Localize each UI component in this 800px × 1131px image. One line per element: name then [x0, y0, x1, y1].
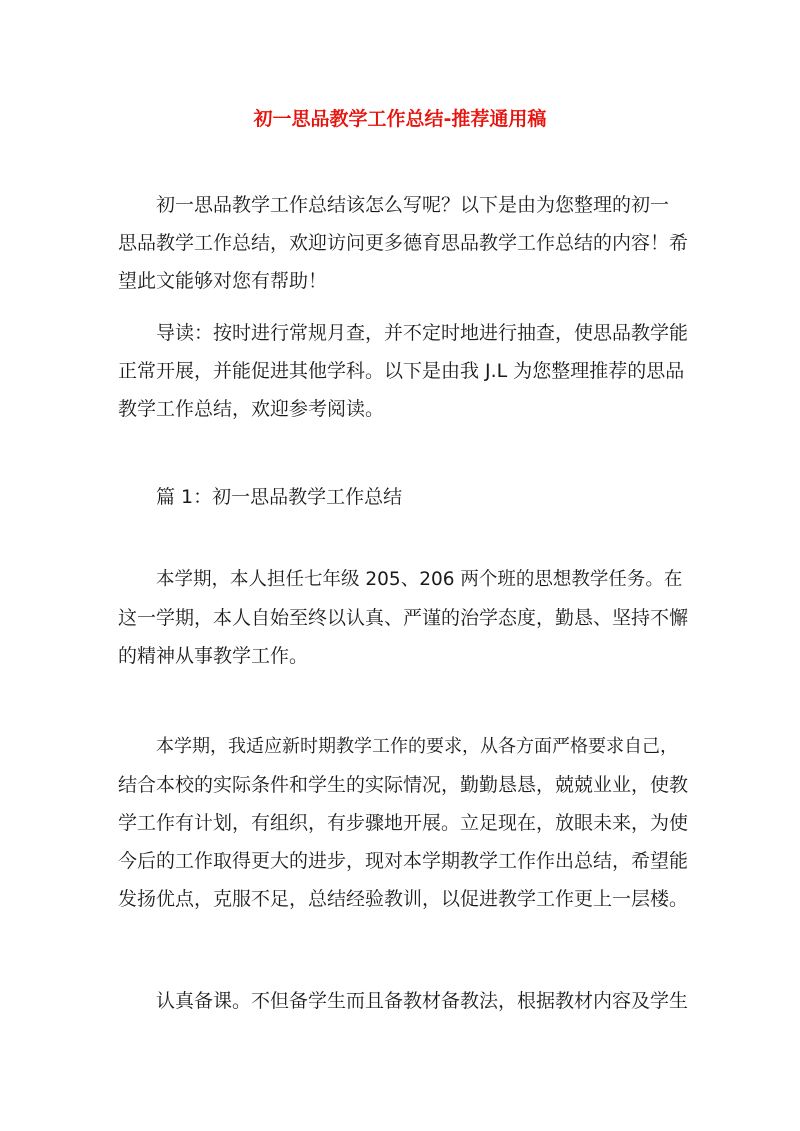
- guide-line-1: 导读：按时进行常规月查，并不定时地进行抽查，使思品教学能: [156, 322, 689, 344]
- para2-line-4: 今后的工作取得更大的进步，现对本学期教学工作作出总结，希望能: [118, 850, 689, 872]
- intro-paragraph: [118, 186, 688, 300]
- guide-paragraph: [118, 314, 688, 428]
- intro-line-1: 初一思品教学工作总结该怎么写呢？以下是由为您整理的初一: [156, 194, 670, 216]
- para2-line-3: 学工作有计划，有组织，有步骤地开展。立足现在，放眼未来，为使: [118, 812, 689, 834]
- intro-line-2: 思品教学工作总结，欢迎访问更多德育思品教学工作总结的内容！希: [118, 232, 689, 254]
- guide-line-3: 教学工作总结，欢迎参考阅读。: [118, 398, 385, 420]
- para2-line-1: 本学期，我适应新时期教学工作的要求，从各方面严格要求自己，: [156, 736, 678, 757]
- section-heading: [118, 478, 688, 516]
- para2-line-2: 结合本校的实际条件和学生的实际情况，勤勤恳恳，兢兢业业，使教: [118, 774, 689, 796]
- para1-line-2: 这一学期，本人自始至终以认真、严谨的治学态度，勤恳、坚持不懈: [118, 607, 689, 629]
- paragraph-2: [118, 728, 688, 918]
- paragraph-1: [118, 561, 688, 675]
- intro-line-3: 望此文能够对您有帮助！: [118, 270, 328, 292]
- guide-line-2: 正常开展，并能促进其他学科。以下是由我 J.L 为您整理推荐的思品: [118, 360, 685, 382]
- para3-line-1: 认真备课。不但备学生而且备教材备教法，根据教材内容及学生: [156, 990, 689, 1012]
- para1-line-1: 本学期，本人担任七年级 205、206 两个班的思想教学任务。在: [156, 569, 683, 590]
- paragraph-3: [118, 982, 688, 1020]
- document-title: 初一思品教学工作总结-推荐通用稿: [253, 108, 547, 130]
- section-heading-text: 篇 1：初一思品教学工作总结: [156, 486, 403, 508]
- para2-line-5: 发扬优点，克服不足，总结经验教训，以促进教学工作更上一层楼。: [118, 888, 689, 910]
- para1-line-3: 的精神从事教学工作。: [118, 645, 309, 667]
